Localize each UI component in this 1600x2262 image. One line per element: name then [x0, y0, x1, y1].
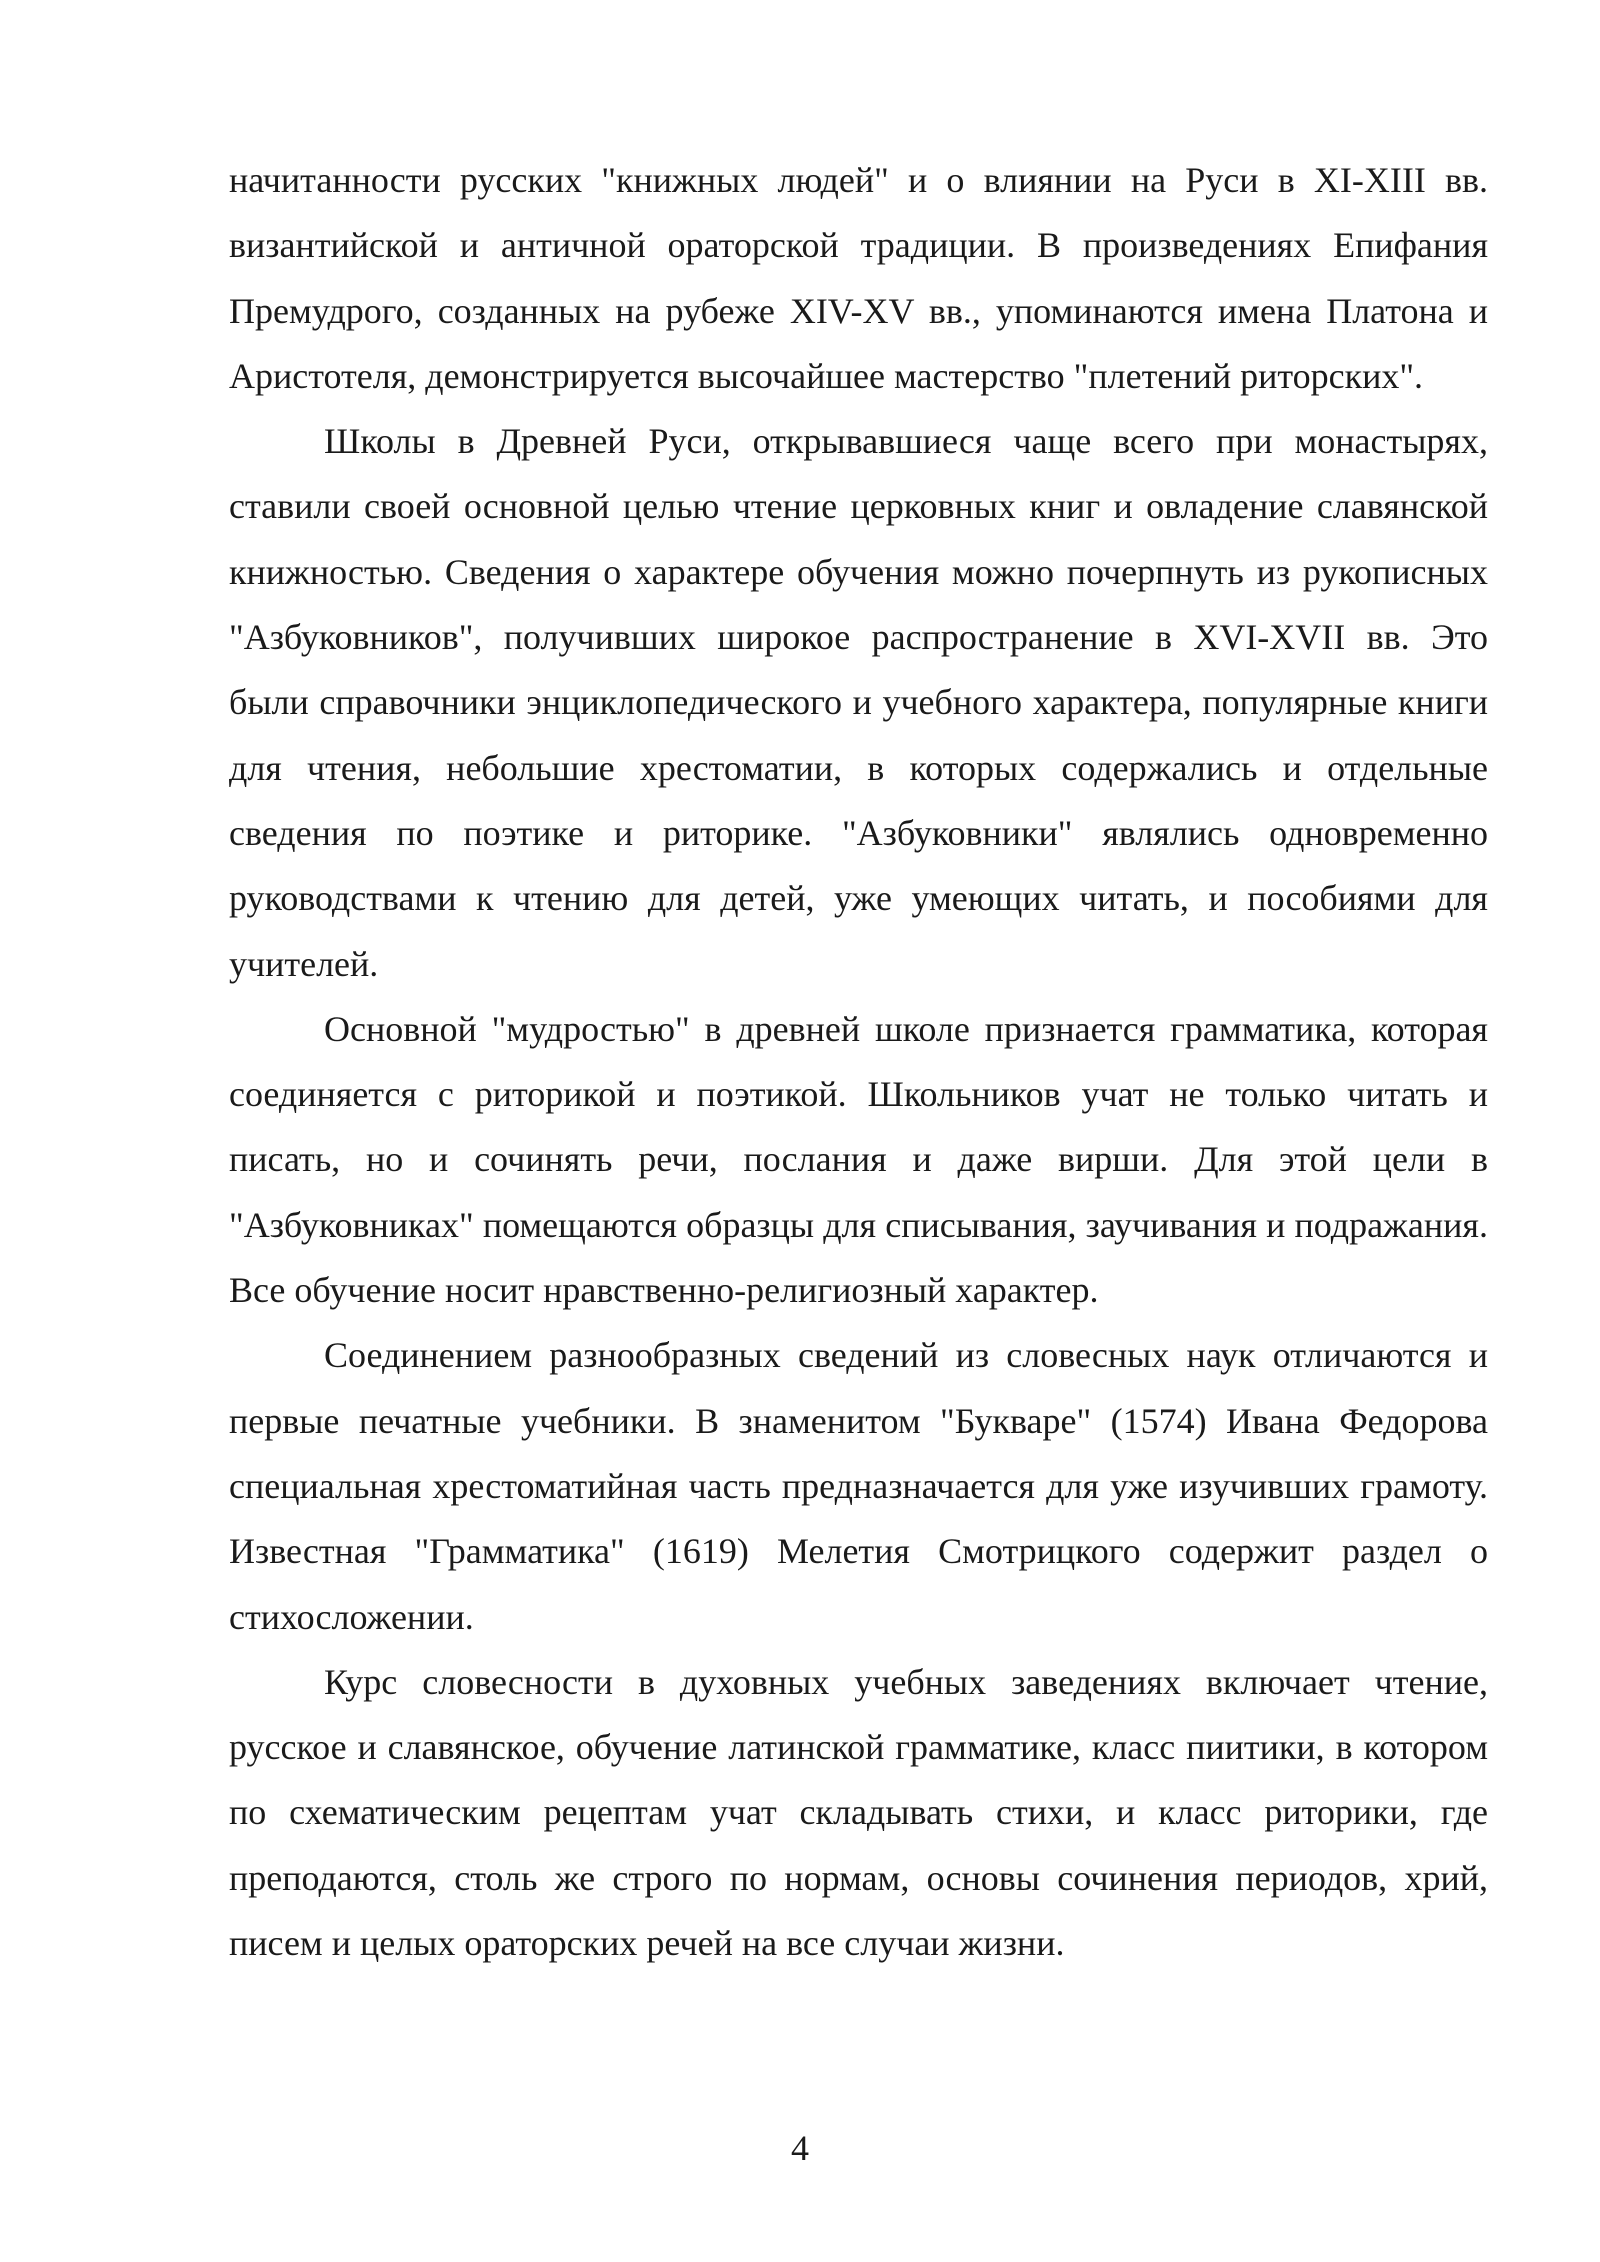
paragraph-2: Школы в Древней Руси, открывавшиеся чаще всего при монастырях, ставили своей основной целью чтение церковных книг и овладение славянской книжностью. Сведения о характере обучения можно почерпнуть из рукописных "Азбуковников", получивших широкое распространение в XVI-XVII вв. Это были справочники энциклопедического и учебного характера, популярные книги для чтения, небольшие хрестоматии, в которых содержались и отдельные сведения по поэтике и риторике. "Азбуковники" являлись одновременно руководствами к чтению для детей, уже умеющих читать, и пособиями для учителей.: [229, 421, 1488, 984]
paragraph-1: начитанности русских "книжных людей" и о влиянии на Руси в XI-XIII вв. византийской и античной ораторской традиции. В произведениях Епифания Премудрого, созданных на рубеже XIV-XV вв., упоминаются имена Платона и Аристотеля, демонстрируется высочайшее мастерство "плетений риторских".: [229, 160, 1488, 396]
paragraph-5: Курс словесности в духовных учебных заведениях включает чтение, русское и славянское, обучение латинской грамматике, класс пиитики, в котором по схематическим рецептам учат складывать стихи, и класс риторики, где преподаются, столь же строго по нормам, основы сочинения периодов, хрий, писем и целых ораторских речей на все случаи жизни.: [229, 1661, 1488, 1964]
page-number: 4: [791, 2128, 809, 2168]
paragraph-3: Основной "мудростью" в древней школе признается грамматика, которая соединяется с риторикой и поэтикой. Школьников учат не только читать и писать, но и сочинять речи, послания и даже вирши. Для этой цели в "Азбуковниках" помещаются образцы для списывания, заучивания и подражания. Все обучение носит нравственно-религиозный характер.: [229, 1008, 1488, 1311]
document-body: [229, 148, 1488, 1976]
paragraph-4: Соединением разнообразных сведений из словесных наук отличаются и первые печатные учебники. В знаменитом "Букваре" (1574) Ивана Федорова специальная хрестоматийная часть предназначается для уже изучивших грамоту. Известная "Грамматика" (1619) Мелетия Смотрицкого содержит раздел о стихосложении.: [229, 1335, 1488, 1637]
